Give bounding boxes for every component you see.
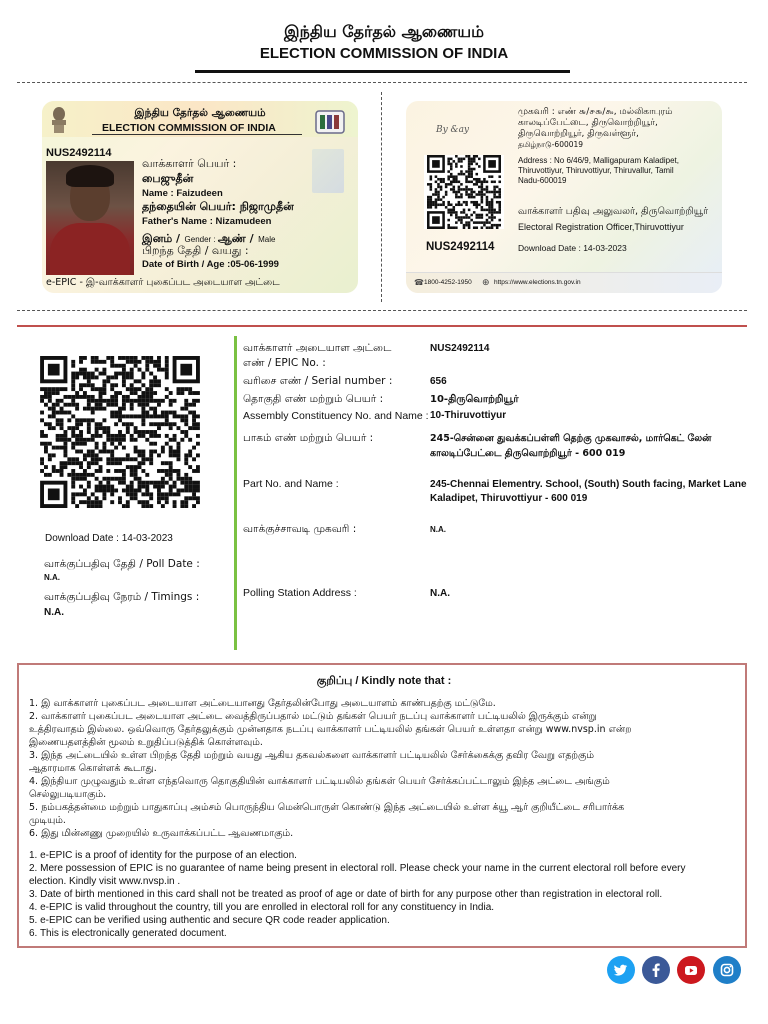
polling-address-label-english: Polling Station Address : (243, 587, 357, 599)
note-english-line: 2. Mere possession of EPIC is no guarantee of name being present in electoral roll. Please check your name in the current electoral roll before every (29, 863, 686, 874)
note-tamil-line: 1. இ வாக்காளர் புகைப்பட அடையாள அட்டையானது தேர்தலின்போது அடையாளம் காண்பதற்கு மட்டுமே. (29, 698, 496, 709)
note-tamil-line: செல்லுபடியாகும். (29, 789, 107, 800)
note-tamil-line: 4. இந்தியா முழுவதும் உள்ள எந்தவொரு தொகுதியின் வாக்காளர் பட்டியலில் தங்கள் பெயர் சேர்க்கப்பட்டாலும் இந்த அட்டை அங்கும் (29, 776, 610, 787)
note-tamil-line: இணையதளத்தின் மூலம் உறுதிப்படுத்திக் கொள்ளவும். (29, 737, 263, 748)
back-download-date: Download Date : 14-03-2023 (518, 243, 627, 253)
gender-line: இனம் / Gender : ஆண் / Male (142, 232, 276, 245)
poll-date-value: N.A. (44, 573, 60, 582)
instagram-icon[interactable] (713, 956, 741, 984)
download-date: Download Date : 14-03-2023 (45, 533, 173, 544)
note-tamil-line: 5. நம்பகத்தன்மை மற்றும் பாதுகாப்பு அம்சம் பொருந்திய மென்பொருள் கொண்டு இந்த அட்டையில் உள்ள க்யூ ஆர் குறியீட்டை சரிபார்க்க (29, 802, 625, 813)
evm-logo-icon (312, 107, 350, 137)
epic-card-back (406, 101, 722, 293)
address-tamil-2: காலடிப்பேட்டை, திருவொற்றியூர், (518, 118, 658, 128)
card-footer-text: e-EPIC - இ-வாக்காளர் புகைப்பட அடையாள அட்டை (46, 277, 280, 288)
facebook-icon[interactable] (642, 956, 670, 984)
note-tamil-line: 2. வாக்காளர் புகைப்பட அடையாள அட்டை வைத்திருப்பதால் மட்டும் தங்கள் பெயர் நடப்பு வாக்காளர் பட்டியலில் இருக்கும் என்று (29, 711, 597, 722)
part-english-line2: Kaladipet, Thiruvottiyur - 600 019 (430, 493, 588, 504)
phone-icon: ☎ (414, 278, 424, 287)
part-label-english: Part No. and Name : (243, 478, 339, 490)
header-underline (195, 70, 570, 73)
epic-number: NUS2492114 (430, 343, 490, 354)
address-english-1: Address : No 6/46/9, Malligapuram Kaladipet, (518, 156, 679, 165)
card-back-footer (406, 272, 722, 293)
cut-line-middle (381, 92, 382, 302)
serial-label: வரிசை எண் / Serial number : (243, 375, 393, 387)
hologram-photo (312, 149, 344, 193)
card-epic-number: NUS2492114 (46, 147, 112, 159)
note-tamil-line: 6. இது மின்னணு முறையில் உருவாக்கப்பட்ட ஆவணமாகும். (29, 828, 294, 839)
details-column-divider (234, 336, 237, 650)
father-name-tamil: தந்தையின் பெயர்: நிஜாமுதீன் (142, 200, 294, 213)
cut-line-bottom (17, 310, 747, 311)
part-tamil-line1: 245-சென்னை துவக்கப்பள்ளி தெற்கு முகவாசல், மார்கெட் லேன் (430, 433, 712, 444)
website-link[interactable]: https://www.elections.tn.gov.in (494, 279, 581, 286)
polling-address-label-tamil: வாக்குச்சாவடி முகவரி : (243, 523, 357, 535)
timings-value: N.A. (44, 607, 64, 618)
voter-name-tamil: பைஜுதீன் (142, 172, 194, 185)
dob-label-tamil: பிறந்த தேதி / வயது : (142, 244, 249, 257)
address-tamil-1: முகவரி : எண் ௬/௪௬/௯, மல்லிகாபுரம் (518, 107, 673, 117)
timings-label: வாக்குப்பதிவு நேரம் / Timings : (44, 591, 200, 603)
note-english-line: 3. Date of birth mentioned in this card shall not be treated as proof of age or date of birth for any purpose other than registration in electoral roll. (29, 889, 663, 900)
youtube-icon[interactable] (677, 956, 705, 984)
note-english-line: 6. This is electronically generated document. (29, 928, 227, 939)
officer-signature: By &ay (436, 125, 470, 135)
part-tamil-line2: காலடிப்பேட்டை திருவொற்றியூர் - 600 019 (430, 448, 626, 459)
constituency-label-english: Assembly Constituency No. and Name : (243, 410, 429, 422)
section-divider (17, 325, 747, 327)
constituency-english: 10-Thiruvottiyur (430, 410, 507, 421)
address-english-2: Thiruvottiyur, Thiruvottiyur, Thiruvallur, Tamil (518, 166, 674, 175)
note-english-line: 1. e-EPIC is a proof of identity for the purpose of an election. (29, 850, 297, 861)
address-tamil-4: தமிழ்நாடு-600019 (518, 140, 584, 149)
part-label-tamil: பாகம் எண் மற்றும் பெயர் : (243, 432, 374, 444)
ero-tamil: வாக்காளர் பதிவு அலுவலர், திருவொற்றியூர் (518, 206, 709, 217)
notes-english-list (29, 849, 737, 940)
note-english-line: 4. e-EPIC is valid throughout the country, till you are enrolled in electoral roll for any constituency in India. (29, 902, 495, 913)
constituency-tamil: 10-திருவொற்றியூர் (430, 394, 519, 405)
ero-english: Electoral Registration Officer,Thiruvottiyur (518, 222, 684, 232)
header-title-tamil: இந்திய தேர்தல் ஆணையம் (284, 22, 484, 41)
polling-address-english: N.A. (430, 588, 450, 599)
epic-card-front (42, 101, 358, 293)
note-tamil-line: 3. இந்த அட்டையில் உள்ள பிறந்த தேதி மற்றும் வயது ஆகிய தகவல்களை வாக்காளர் பட்டியலில் சேர்க்கைக்கு தவிர வேறு எதற்கும் (29, 750, 595, 761)
voter-name-english: Name : Faizudeen (142, 188, 223, 199)
cut-line-top (17, 82, 747, 83)
card-title-rule (92, 134, 302, 135)
father-name-english: Father's Name : Nizamudeen (142, 216, 272, 227)
notes-box (17, 663, 747, 948)
twitter-icon[interactable] (607, 956, 635, 984)
globe-icon: ⊕ (482, 277, 490, 287)
voter-photo (46, 161, 134, 275)
main-qr-code (40, 356, 200, 508)
card-title-tamil: இந்திய தேர்தல் ஆணையம் (134, 107, 266, 119)
serial-value: 656 (430, 376, 447, 387)
note-tamil-line: ஆதாரமாக கொள்ளக் கூடாது. (29, 763, 157, 774)
poll-date-label: வாக்குப்பதிவு தேதி / Poll Date : (44, 558, 200, 570)
notes-tamil-list (29, 697, 737, 840)
address-english-3: Nadu-600019 (518, 176, 567, 185)
helpline-number: 1800-4252-1950 (424, 279, 472, 286)
polling-address-tamil: N.A. (430, 525, 446, 534)
epic-label-line1: வாக்காளர் அடையாள அட்டை (243, 342, 392, 354)
constituency-label-tamil: தொகுதி எண் மற்றும் பெயர் : (243, 393, 384, 405)
header-title-english: ELECTION COMMISSION OF INDIA (259, 45, 509, 62)
card-title-english: ELECTION COMMISSION OF INDIA (102, 122, 276, 134)
card-qr-code (424, 155, 504, 229)
note-english-line: 5. e-EPIC can be verified using authentic and secure QR code reader application. (29, 915, 390, 926)
note-english-line: election. Kindly visit www.nvsp.in . (29, 876, 181, 887)
part-english-line1: 245-Chennai Elementry. School, (South) South facing, Market Lane (430, 479, 747, 490)
voter-name-label-tamil: வாக்காளர் பெயர் : (142, 157, 237, 170)
note-tamil-line: உத்திரவாதம் இல்லை. ஒவ்வொரு தேர்தலுக்கும் முன்னதாக நடப்பு வாக்காளர் பட்டியலில் தங்கள் பெயர் உள்ளதா என்று www.nvsp.in என்ற (29, 724, 632, 735)
epic-label-line2: எண் / EPIC No. : (243, 357, 326, 369)
notes-title: குறிப்பு / Kindly note that : (316, 675, 452, 687)
address-tamil-3: திருவொற்றியூர், திருவள்ளூர், (518, 129, 639, 139)
dob-english: Date of Birth / Age :05-06-1999 (142, 259, 279, 270)
back-epic-number: NUS2492114 (426, 241, 495, 253)
note-tamil-line: முடியும். (29, 815, 66, 826)
